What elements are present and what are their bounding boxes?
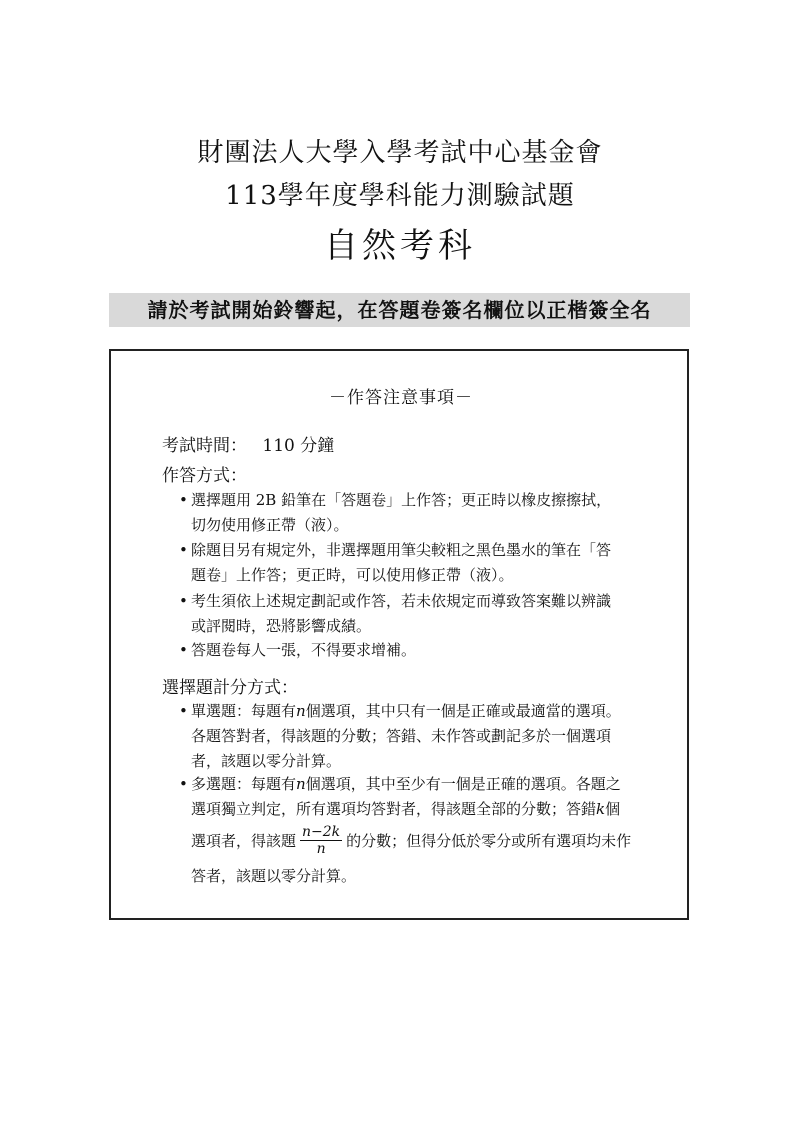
multi-text: 選項者，得該題 bbox=[191, 832, 297, 850]
variable-n: n bbox=[296, 702, 306, 720]
multi-text: 選項獨立判定，所有選項均答對者，得該題全部的分數；答錯 bbox=[191, 800, 597, 818]
organization-title: 財團法人大學入學考試中心基金會 bbox=[197, 138, 603, 168]
bullet-icon: • bbox=[179, 775, 188, 793]
variable-k: k bbox=[596, 800, 606, 818]
multi-text: 個選項，其中至少有一個是正確的選項。各題之 bbox=[305, 775, 621, 793]
multi-text: 多選題：每題有 bbox=[191, 775, 297, 793]
multi-text: 的分數；但得分低於零分或所有選項均未作 bbox=[346, 832, 632, 850]
method-line: 選擇題用 2B 鉛筆在「答題卷」上作答；更正時以橡皮擦擦拭， bbox=[191, 491, 612, 509]
method-line: 切勿使用修正帶（液）。 bbox=[191, 516, 349, 534]
single-text: 單選題：每題有 bbox=[191, 702, 297, 720]
multi-text: 個 bbox=[605, 800, 621, 818]
method-line: 或評閱時，恐將影響成績。 bbox=[191, 617, 372, 635]
single-text: 個選項，其中只有一個是正確或最適當的選項。 bbox=[305, 702, 621, 720]
method-item bbox=[179, 589, 671, 639]
bullet-icon: • bbox=[179, 491, 188, 509]
exam-time bbox=[162, 431, 334, 456]
method-label: 作答方式： bbox=[162, 466, 247, 486]
score-fraction bbox=[300, 824, 342, 857]
method-line: 答題卷每人一張，不得要求增補。 bbox=[191, 641, 417, 659]
method-line: 題卷」上作答；更正時，可以使用修正帶（液）。 bbox=[191, 566, 514, 584]
fraction-denominator: n bbox=[316, 840, 326, 857]
single-choice-rule bbox=[179, 699, 671, 774]
method-item bbox=[179, 488, 671, 538]
fraction-numerator: n−2k bbox=[302, 823, 341, 840]
bullet-icon: • bbox=[179, 541, 188, 559]
multiple-choice-rule bbox=[179, 772, 671, 889]
method-item bbox=[179, 638, 671, 663]
method-item bbox=[179, 538, 671, 588]
exam-title: 113學年度學科能力測驗試題 bbox=[225, 181, 575, 211]
bullet-icon: • bbox=[179, 702, 188, 720]
method-line: 考生須依上述規定劃記或作答，若未依規定而導致答案難以辨識 bbox=[191, 592, 612, 610]
single-text: 者，該題以零分計算。 bbox=[191, 752, 342, 770]
instructions-title: －作答注意事項－ bbox=[329, 388, 473, 408]
multi-text: 答者，該題以零分計算。 bbox=[191, 867, 357, 885]
signature-banner: 請於考試開始鈴響起，在答題卷簽名欄位以正楷簽全名 bbox=[109, 293, 690, 327]
bullet-icon: • bbox=[179, 592, 188, 610]
scoring-label: 選擇題計分方式： bbox=[162, 678, 298, 698]
exam-time-value: 110 分鐘 bbox=[262, 436, 335, 456]
instructions-box bbox=[109, 349, 689, 920]
bullet-icon: • bbox=[179, 641, 188, 659]
subject-title: 自然考科 bbox=[324, 226, 476, 266]
variable-n: n bbox=[296, 775, 306, 793]
exam-time-label: 考試時間： bbox=[162, 436, 247, 456]
method-line: 除題目另有規定外，非選擇題用筆尖較粗之黑色墨水的筆在「答 bbox=[191, 541, 612, 559]
single-text: 各題答對者，得該題的分數；答錯、未作答或劃記多於一個選項 bbox=[191, 727, 612, 745]
